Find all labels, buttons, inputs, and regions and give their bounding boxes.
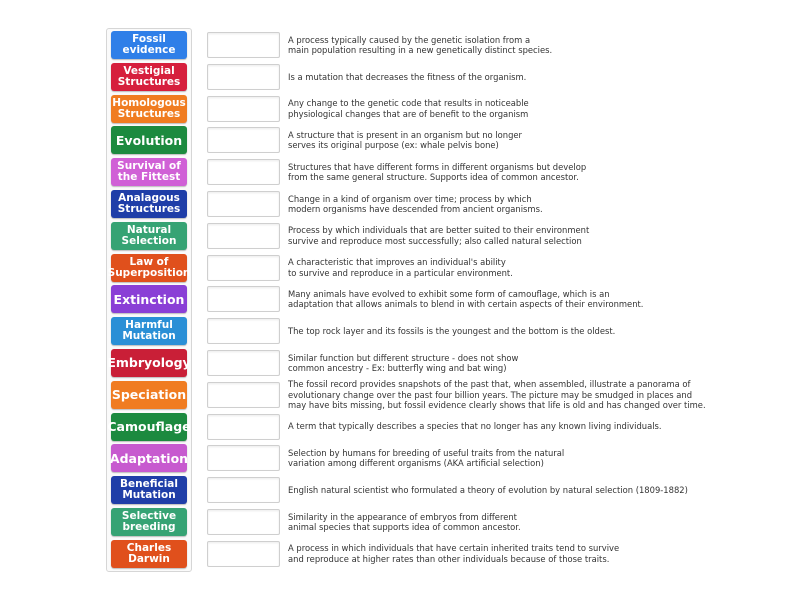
term-tile[interactable]: Analagous Structures xyxy=(111,190,187,218)
drop-zone[interactable] xyxy=(207,414,280,440)
definition-row xyxy=(207,413,767,441)
term-tile[interactable]: Evolution xyxy=(111,126,187,154)
drop-zone[interactable] xyxy=(207,32,280,58)
term-tile[interactable]: Natural Selection xyxy=(111,222,187,250)
definition-text: English natural scientist who formulated a theory of evolution by natural selection (1809-1882) xyxy=(288,484,688,495)
definition-text: A process in which individuals that have certain inherited traits tend to survive and reproduce at higher rates than other individuals because of those traits. xyxy=(288,543,620,564)
term-tile[interactable]: Extinction xyxy=(111,285,187,313)
definition-text: A process typically caused by the genetic isolation from a main population resulting in a new genetically distinct species. xyxy=(288,34,553,55)
definition-text: Selection by humans for breeding of useful traits from the natural variation among different organisms (AKA artificial selection) xyxy=(288,447,565,469)
definition-text: Is a mutation that decreases the fitness of the organism. xyxy=(288,71,527,82)
definition-row xyxy=(207,126,767,154)
definition-text: Structures that have different forms in different organisms but develop from the same general structure. Supports idea of common ancestor. xyxy=(288,161,587,183)
drop-zone[interactable] xyxy=(207,445,280,471)
definition-text: Change in a kind of organism over time; process by which modern organisms have descended from ancient organisms. xyxy=(288,193,543,214)
definition-text: Any change to the genetic code that results in noticeable physiological changes that are of benefit to the organism xyxy=(288,98,529,119)
definition-row xyxy=(207,317,767,345)
definition-row xyxy=(207,222,767,250)
definition-row xyxy=(207,381,767,409)
term-tile[interactable]: Selective breeding xyxy=(111,508,187,536)
definition-row xyxy=(207,190,767,218)
definition-text: The fossil record provides snapshots of the past that, when assembled, illustrate a panorama of evolutionary change over the past four billion years. The picture may be smudged in places and may have bits missing, but fossil evidence clearly shows that life is old and has changed over time. xyxy=(288,379,706,410)
drop-zone[interactable] xyxy=(207,509,280,535)
drop-zone[interactable] xyxy=(207,318,280,344)
term-tile[interactable]: Embryology xyxy=(111,349,187,377)
definition-row xyxy=(207,285,767,313)
definition-row xyxy=(207,540,767,568)
drop-zone[interactable] xyxy=(207,286,280,312)
definition-row xyxy=(207,63,767,91)
definition-row xyxy=(207,476,767,504)
drop-zone[interactable] xyxy=(207,159,280,185)
definition-row xyxy=(207,349,767,377)
definition-row xyxy=(207,444,767,472)
definition-text: Many animals have evolved to exhibit some form of camouflage, which is an adaptation that allows animals to blend in with certain aspects of their environment. xyxy=(288,288,644,310)
term-tile[interactable]: Adaptation xyxy=(111,444,187,472)
drop-zone[interactable] xyxy=(207,477,280,503)
term-tile[interactable]: Harmful Mutation xyxy=(111,317,187,345)
drop-zone[interactable] xyxy=(207,350,280,376)
definition-row xyxy=(207,508,767,536)
drop-zone[interactable] xyxy=(207,223,280,249)
drop-zone[interactable] xyxy=(207,191,280,217)
drop-zone[interactable] xyxy=(207,255,280,281)
drop-zone[interactable] xyxy=(207,64,280,90)
term-tile[interactable]: Vestigial Structures xyxy=(111,63,187,91)
term-tile[interactable]: Beneficial Mutation xyxy=(111,476,187,504)
drop-zone[interactable] xyxy=(207,382,280,408)
definition-row xyxy=(207,158,767,186)
drop-zone[interactable] xyxy=(207,541,280,567)
definition-text: A term that typically describes a species that no longer has any known living individuals. xyxy=(288,421,662,432)
term-tile[interactable]: Camouflage xyxy=(111,413,187,441)
definition-row xyxy=(207,254,767,282)
drop-zone[interactable] xyxy=(207,127,280,153)
definition-text: The top rock layer and its fossils is the youngest and the bottom is the oldest. xyxy=(288,325,616,336)
definition-row xyxy=(207,31,767,59)
definition-text: Similar function but different structure - does not show common ancestry - Ex: butterfly wing and bat wing) xyxy=(288,352,519,373)
term-tile[interactable]: Speciation xyxy=(111,381,187,409)
definition-text: Process by which individuals that are better suited to their environment survive and reproduce most successfully; also called natural selection xyxy=(288,225,590,246)
term-tile[interactable]: Law of Superposition xyxy=(111,254,187,282)
term-tile[interactable]: Charles Darwin xyxy=(111,540,187,568)
definition-text: Similarity in the appearance of embryos from different animal species that supports idea of common ancestor. xyxy=(288,511,521,532)
definition-text: A structure that is present in an organism but no longer serves its original purpose (ex: whale pelvis bone) xyxy=(288,129,523,151)
term-tile[interactable]: Homologous Structures xyxy=(111,95,187,123)
term-tile[interactable]: Fossil evidence xyxy=(111,31,187,59)
definition-text: A characteristic that improves an individual's ability to survive and reproduce in a particular environment. xyxy=(288,257,513,278)
drop-zone[interactable] xyxy=(207,96,280,122)
definition-row xyxy=(207,95,767,123)
tiles-panel xyxy=(106,28,192,572)
term-tile[interactable]: Survival of the Fittest xyxy=(111,158,187,186)
